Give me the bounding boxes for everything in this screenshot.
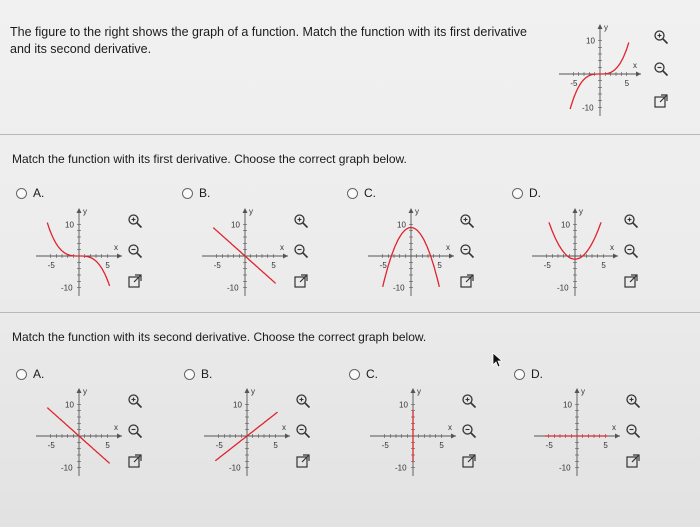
zoom-in-icon[interactable] xyxy=(622,390,644,412)
radio-button[interactable] xyxy=(182,188,193,199)
zoom-in-icon[interactable] xyxy=(456,210,478,232)
x-axis-label: x xyxy=(612,423,616,432)
zoom-out-icon[interactable] xyxy=(124,240,146,262)
y-tick-label: -10 xyxy=(582,103,594,113)
part2-graph-0 xyxy=(32,384,126,480)
popout-icon[interactable] xyxy=(458,450,480,472)
x-arrow-icon xyxy=(117,434,122,439)
popout-icon[interactable] xyxy=(650,90,672,112)
y-tick-label: 10 xyxy=(586,36,595,46)
x-tick-label: -5 xyxy=(545,441,553,450)
part1-graph-1 xyxy=(198,204,292,300)
part2-option-b[interactable] xyxy=(184,367,212,381)
radio-button[interactable] xyxy=(514,369,525,380)
zoom-out-icon[interactable] xyxy=(456,240,478,262)
y-axis-label: y xyxy=(83,387,87,396)
radio-button[interactable] xyxy=(349,369,360,380)
zoom-in-icon[interactable] xyxy=(292,390,314,412)
radio-button[interactable] xyxy=(347,188,358,199)
y-arrow-icon xyxy=(575,388,580,393)
popout-icon[interactable] xyxy=(292,450,314,472)
x-tick-label: 5 xyxy=(624,79,630,88)
part2-option-a[interactable] xyxy=(16,367,44,381)
main-function-graph xyxy=(555,20,645,120)
y-arrow-icon xyxy=(243,208,248,213)
x-tick-label: -5 xyxy=(570,79,578,88)
y-axis-label: y xyxy=(249,207,253,216)
y-arrow-icon xyxy=(598,24,603,29)
y-tick-label: 10 xyxy=(233,400,242,410)
x-arrow-icon xyxy=(283,254,288,259)
divider xyxy=(0,312,700,313)
x-tick-label: -5 xyxy=(379,261,387,270)
zoom-in-icon[interactable] xyxy=(650,26,672,48)
part2-graph-3 xyxy=(530,384,624,480)
y-arrow-icon xyxy=(573,208,578,213)
popout-icon[interactable] xyxy=(622,450,644,472)
zoom-in-icon[interactable] xyxy=(124,390,146,412)
y-arrow-icon xyxy=(411,388,416,393)
mouse-cursor-icon xyxy=(492,352,502,368)
x-tick-label: 5 xyxy=(603,441,608,450)
x-axis-label: x xyxy=(448,423,452,432)
popout-icon[interactable] xyxy=(290,270,312,292)
zoom-in-icon[interactable] xyxy=(124,210,146,232)
zoom-in-icon[interactable] xyxy=(458,390,480,412)
option-label: D. xyxy=(529,186,541,200)
y-tick-label: -10 xyxy=(557,283,569,293)
x-tick-label: -5 xyxy=(543,261,551,270)
y-tick-label: -10 xyxy=(395,463,407,473)
y-tick-label: 10 xyxy=(65,400,74,410)
zoom-out-icon[interactable] xyxy=(622,420,644,442)
option-label: B. xyxy=(199,186,211,200)
x-axis-label: x xyxy=(446,243,450,252)
y-axis-label: y xyxy=(251,387,255,396)
x-arrow-icon xyxy=(117,254,122,259)
x-axis-label: x xyxy=(282,423,286,432)
y-arrow-icon xyxy=(409,208,414,213)
x-axis-label: x xyxy=(114,423,118,432)
x-arrow-icon xyxy=(636,72,641,77)
zoom-out-icon[interactable] xyxy=(458,420,480,442)
radio-button[interactable] xyxy=(184,369,195,380)
x-arrow-icon xyxy=(613,254,618,259)
part1-prompt: Match the function with its first derivative. Choose the correct graph below. xyxy=(12,152,407,166)
x-tick-label: -5 xyxy=(47,261,55,270)
part1-option-c[interactable] xyxy=(347,186,376,200)
radio-button[interactable] xyxy=(16,188,27,199)
x-arrow-icon xyxy=(451,434,456,439)
x-tick-label: -5 xyxy=(381,441,389,450)
part1-option-b[interactable] xyxy=(182,186,210,200)
x-tick-label: 5 xyxy=(105,261,110,270)
part2-prompt: Match the function with its second derivative. Choose the correct graph below. xyxy=(12,330,427,344)
y-axis-label: y xyxy=(415,207,419,216)
y-tick-label: -10 xyxy=(229,463,241,473)
part2-curve-1 xyxy=(215,412,277,461)
zoom-out-icon[interactable] xyxy=(124,420,146,442)
x-tick-label: -5 xyxy=(213,261,221,270)
part2-option-d[interactable] xyxy=(514,367,543,381)
question-text: The figure to the right shows the graph of a function. Match the function with its first derivative and its second derivative. xyxy=(10,25,527,56)
x-axis-label: x xyxy=(280,243,284,252)
x-tick-label: 5 xyxy=(439,441,444,450)
y-tick-label: -10 xyxy=(393,283,405,293)
y-tick-label: 10 xyxy=(563,400,572,410)
y-arrow-icon xyxy=(245,388,250,393)
option-label: C. xyxy=(364,186,376,200)
part1-option-a[interactable] xyxy=(16,186,44,200)
zoom-in-icon[interactable] xyxy=(620,210,642,232)
part1-option-d[interactable] xyxy=(512,186,541,200)
x-axis-label: x xyxy=(610,243,614,252)
radio-button[interactable] xyxy=(16,369,27,380)
popout-icon[interactable] xyxy=(620,270,642,292)
zoom-in-icon[interactable] xyxy=(290,210,312,232)
divider xyxy=(0,134,700,135)
part1-curve-0 xyxy=(47,223,109,286)
part2-option-c[interactable] xyxy=(349,367,378,381)
y-tick-label: -10 xyxy=(61,463,73,473)
y-tick-label: -10 xyxy=(227,283,239,293)
option-label: A. xyxy=(33,367,45,381)
y-tick-label: 10 xyxy=(65,220,74,230)
option-label: B. xyxy=(201,367,213,381)
part1-graph-3 xyxy=(528,204,622,300)
zoom-out-icon[interactable] xyxy=(650,58,672,80)
x-tick-label: 5 xyxy=(437,261,442,270)
y-tick-label: -10 xyxy=(559,463,571,473)
option-label: A. xyxy=(33,186,45,200)
x-tick-label: 5 xyxy=(105,441,110,450)
popout-icon[interactable] xyxy=(124,450,146,472)
part2-graph-1 xyxy=(200,384,294,480)
popout-icon[interactable] xyxy=(456,270,478,292)
x-arrow-icon xyxy=(285,434,290,439)
x-arrow-icon xyxy=(449,254,454,259)
zoom-out-icon[interactable] xyxy=(292,420,314,442)
y-tick-label: -10 xyxy=(61,283,73,293)
y-tick-label: 10 xyxy=(231,220,240,230)
x-axis-label: x xyxy=(114,243,118,252)
popout-icon[interactable] xyxy=(124,270,146,292)
x-tick-label: 5 xyxy=(271,261,276,270)
y-arrow-icon xyxy=(77,208,82,213)
y-tick-label: 10 xyxy=(397,220,406,230)
y-tick-label: 10 xyxy=(399,400,408,410)
y-tick-label: 10 xyxy=(561,220,570,230)
x-tick-label: -5 xyxy=(215,441,223,450)
y-axis-label: y xyxy=(83,207,87,216)
part2-graph-2 xyxy=(366,384,460,480)
y-axis-label: y xyxy=(604,23,608,32)
y-axis-label: y xyxy=(417,387,421,396)
part1-graph-2 xyxy=(364,204,458,300)
x-tick-label: 5 xyxy=(601,261,606,270)
zoom-out-icon[interactable] xyxy=(620,240,642,262)
radio-button[interactable] xyxy=(512,188,523,199)
option-label: C. xyxy=(366,367,378,381)
x-arrow-icon xyxy=(615,434,620,439)
x-tick-label: -5 xyxy=(47,441,55,450)
y-arrow-icon xyxy=(77,388,82,393)
x-tick-label: 5 xyxy=(273,441,278,450)
y-axis-label: y xyxy=(581,387,585,396)
x-axis-label: x xyxy=(633,61,637,70)
zoom-out-icon[interactable] xyxy=(290,240,312,262)
part1-graph-0 xyxy=(32,204,126,300)
y-axis-label: y xyxy=(579,207,583,216)
option-label: D. xyxy=(531,367,543,381)
